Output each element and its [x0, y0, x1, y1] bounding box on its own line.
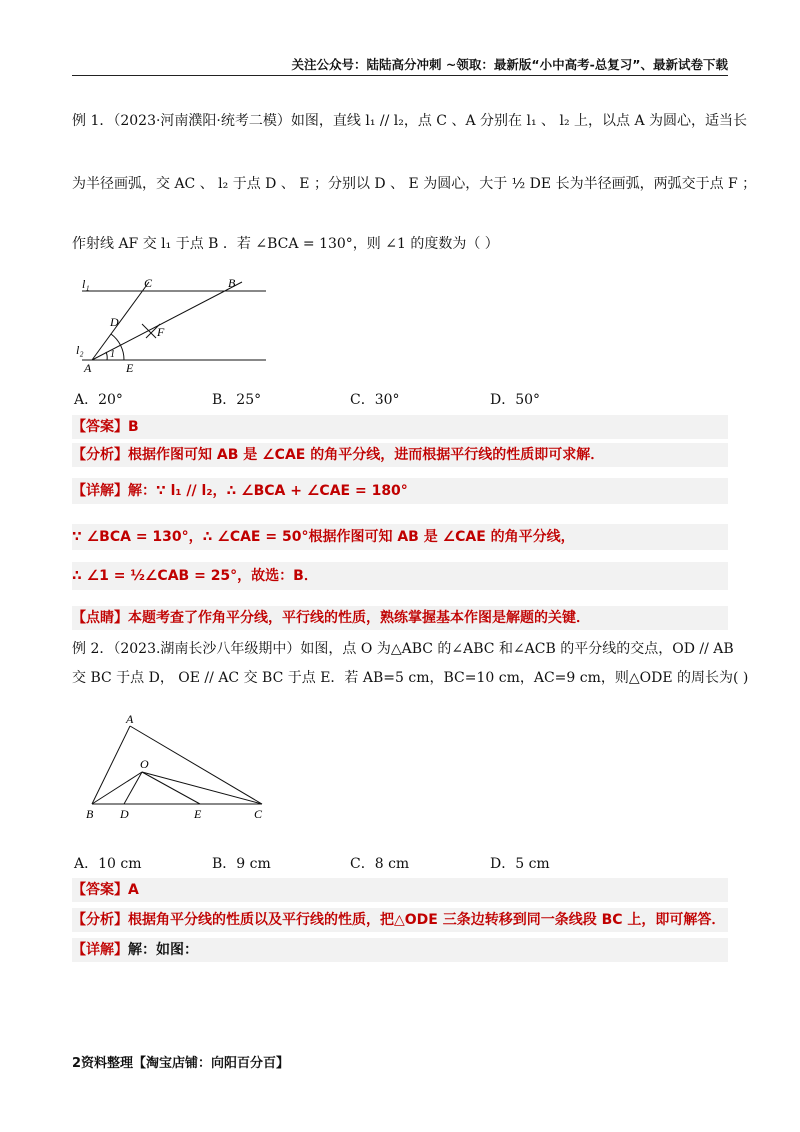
ex1-option-c: C．30°	[350, 392, 400, 408]
page-header: 关注公众号：陆陆高分冲刺 ~领取：最新版“小中高考-总复习”、最新试卷下载	[72, 55, 728, 76]
segment-od	[124, 772, 142, 804]
ex1-analysis-tag: 【分析】	[72, 447, 128, 463]
side-ac	[130, 726, 262, 804]
ex1-line2: 为半径画弧，交 AC 、 l₂ 于点 D 、 E ；分别以 D 、 E 为圆心，大于 ½ DE 长为半径画弧，两弧交于点 F ；	[72, 176, 757, 192]
ex2-detail-tag: 【详解】	[72, 942, 128, 958]
ex1-answer: B	[128, 419, 139, 435]
ex2-answer-row	[72, 878, 728, 902]
label-angle-1: 1	[110, 349, 115, 360]
page-footer: 2资料整理【淘宝店铺：向阳百分百】	[72, 1056, 290, 1071]
label-b: B	[228, 276, 236, 290]
ex2-analysis-row	[72, 908, 728, 932]
label-d: D	[120, 807, 129, 821]
ex1-comment-tag: 【点睛】	[72, 610, 128, 626]
arc-f1	[142, 324, 156, 338]
ex1-answer-tag: 【答案】	[72, 419, 128, 435]
label-e: E	[194, 807, 202, 821]
ex2-detail: 解：如图：	[128, 942, 198, 958]
ex2-figure	[82, 712, 272, 824]
ex1-answer-row	[72, 415, 728, 439]
label-l2: l₂	[76, 343, 84, 357]
label-c: C	[144, 276, 153, 290]
label-c: C	[254, 807, 263, 821]
ex2-analysis: 根据角平分线的性质以及平行线的性质，把△ODE 三条边转移到同一条线段 BC 上，即可解答．	[128, 912, 726, 928]
ex2-line2: 交 BC 于点 D， OE // AC 交 BC 于点 E．若 AB=5 cm，BC=10 cm，AC=9 cm，则△ODE 的周长为( )	[72, 670, 749, 686]
label-a: A	[126, 712, 134, 726]
label-a: A	[84, 361, 92, 375]
ex1-detail1: 解：∵ l₁ // l₂，∴ ∠BCA + ∠CAE = 180°	[128, 483, 408, 499]
ex1-analysis: 根据作图可知 AB 是 ∠CAE 的角平分线，进而根据平行线的性质即可求解．	[128, 447, 605, 463]
ex2-answer-tag: 【答案】	[72, 882, 128, 898]
ex1-comment: 本题考查了作角平分线，平行线的性质，熟练掌握基本作图是解题的关键．	[128, 610, 590, 626]
ex2-detail-row	[72, 938, 728, 962]
ex1-option-d: D．50°	[490, 392, 541, 408]
ex1-line1: 例 1．（2023·河南濮阳·统考二模）如图，直线 l₁ // l₂，点 C 、A 分别在 l₁ 、 l₂ 上，以点 A 为圆心，适当长	[72, 113, 748, 129]
ex2-analysis-tag: 【分析】	[72, 912, 128, 928]
ex2-answer: A	[128, 882, 139, 898]
ex1-detail-tag: 【详解】	[72, 483, 128, 499]
label-l1: l₁	[82, 277, 90, 291]
label-b: B	[86, 807, 94, 821]
ex2-option-b: B．9 cm	[212, 856, 271, 872]
label-f: F	[157, 325, 165, 339]
ex1-analysis-row	[72, 443, 728, 467]
ex2-line1: 例 2．（2023.湖南长沙八年级期中）如图，点 O 为△ABC 的∠ABC 和∠ACB 的平分线的交点，OD // AB	[72, 641, 734, 657]
angle-1-arc	[106, 352, 107, 360]
ex1-line3: 作射线 AF 交 l₁ 于点 B ．若 ∠BCA = 130°，则 ∠1 的度数为（ ）	[72, 236, 499, 252]
segment-oe	[142, 772, 200, 804]
ex1-detail2: ∵ ∠BCA = 130°，∴ ∠CAE = 50°根据作图可知 AB 是 ∠CAE 的角平分线，	[72, 524, 728, 550]
label-o: O	[140, 757, 149, 771]
ex2-option-a: A．10 cm	[74, 856, 142, 872]
ex1-figure	[74, 272, 274, 382]
ex2-option-c: C．8 cm	[350, 856, 410, 872]
ex1-detail3: ∴ ∠1 = ½∠CAB = 25°，故选：B．	[72, 562, 728, 590]
segment-ac	[92, 282, 149, 360]
label-e: E	[126, 361, 134, 375]
ex1-option-b: B．25°	[212, 392, 262, 408]
ex1-option-a: A．20°	[74, 392, 123, 408]
ex2-option-d: D．5 cm	[490, 856, 550, 872]
segment-co	[142, 772, 262, 804]
ex1-detail-row1	[72, 478, 728, 504]
label-d: D	[110, 315, 119, 329]
ex1-comment-row	[72, 606, 728, 630]
